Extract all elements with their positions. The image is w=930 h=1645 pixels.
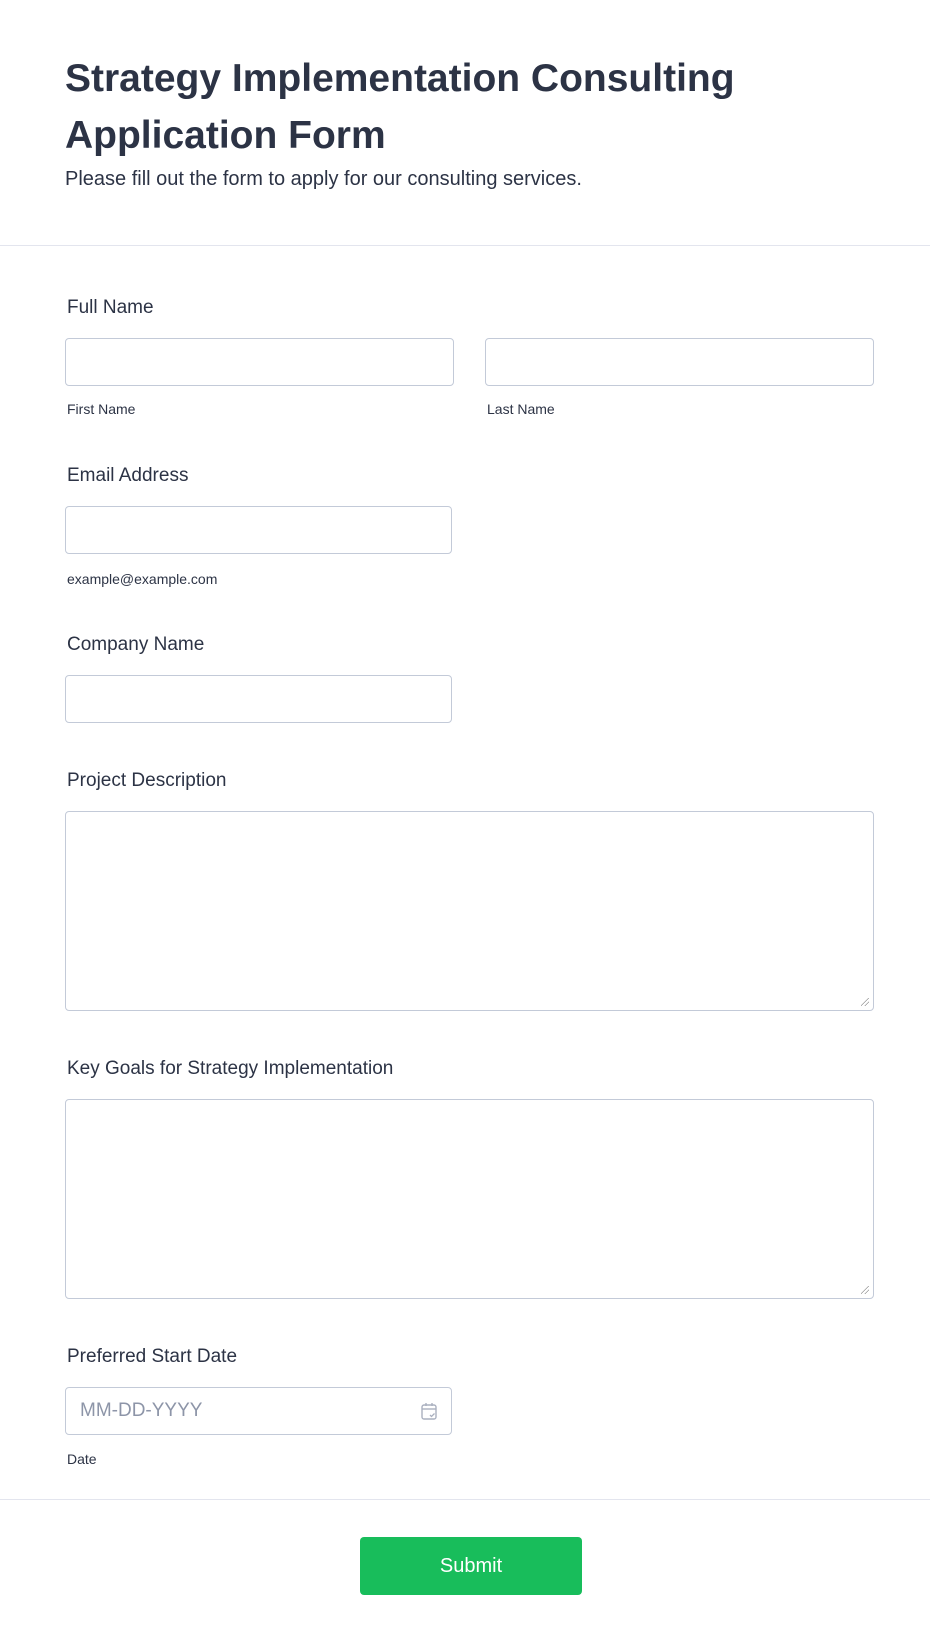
last-name-input[interactable]: [485, 338, 874, 386]
project-description-label: Project Description: [67, 770, 227, 791]
last-name-sublabel: Last Name: [487, 401, 555, 417]
start-date-label: Preferred Start Date: [67, 1346, 238, 1367]
company-input[interactable]: [65, 675, 452, 723]
resize-handle-icon[interactable]: [861, 998, 869, 1006]
email-input[interactable]: [65, 506, 452, 554]
page-title: Strategy Implementation Consulting Application Form: [65, 57, 735, 157]
footer-divider: [0, 1499, 930, 1500]
start-date-placeholder: MM-DD-YYYY: [80, 1400, 203, 1421]
email-sublabel: example@example.com: [67, 571, 218, 587]
submit-button[interactable]: Submit: [360, 1537, 582, 1595]
start-date-input[interactable]: [65, 1387, 452, 1435]
first-name-sublabel: First Name: [67, 401, 136, 417]
key-goals-textarea[interactable]: [65, 1099, 874, 1299]
header-divider: [0, 245, 930, 246]
company-label: Company Name: [67, 634, 205, 655]
project-description-textarea[interactable]: [65, 811, 874, 1011]
full-name-label: Full Name: [67, 297, 154, 318]
email-label: Email Address: [67, 465, 189, 486]
calendar-icon[interactable]: [420, 1402, 438, 1421]
resize-handle-icon[interactable]: [861, 1286, 869, 1294]
start-date-sublabel: Date: [67, 1451, 97, 1467]
key-goals-label: Key Goals for Strategy Implementation: [67, 1058, 394, 1079]
first-name-input[interactable]: [65, 338, 454, 386]
page-subtitle: Please fill out the form to apply for our consulting services.: [65, 168, 582, 190]
